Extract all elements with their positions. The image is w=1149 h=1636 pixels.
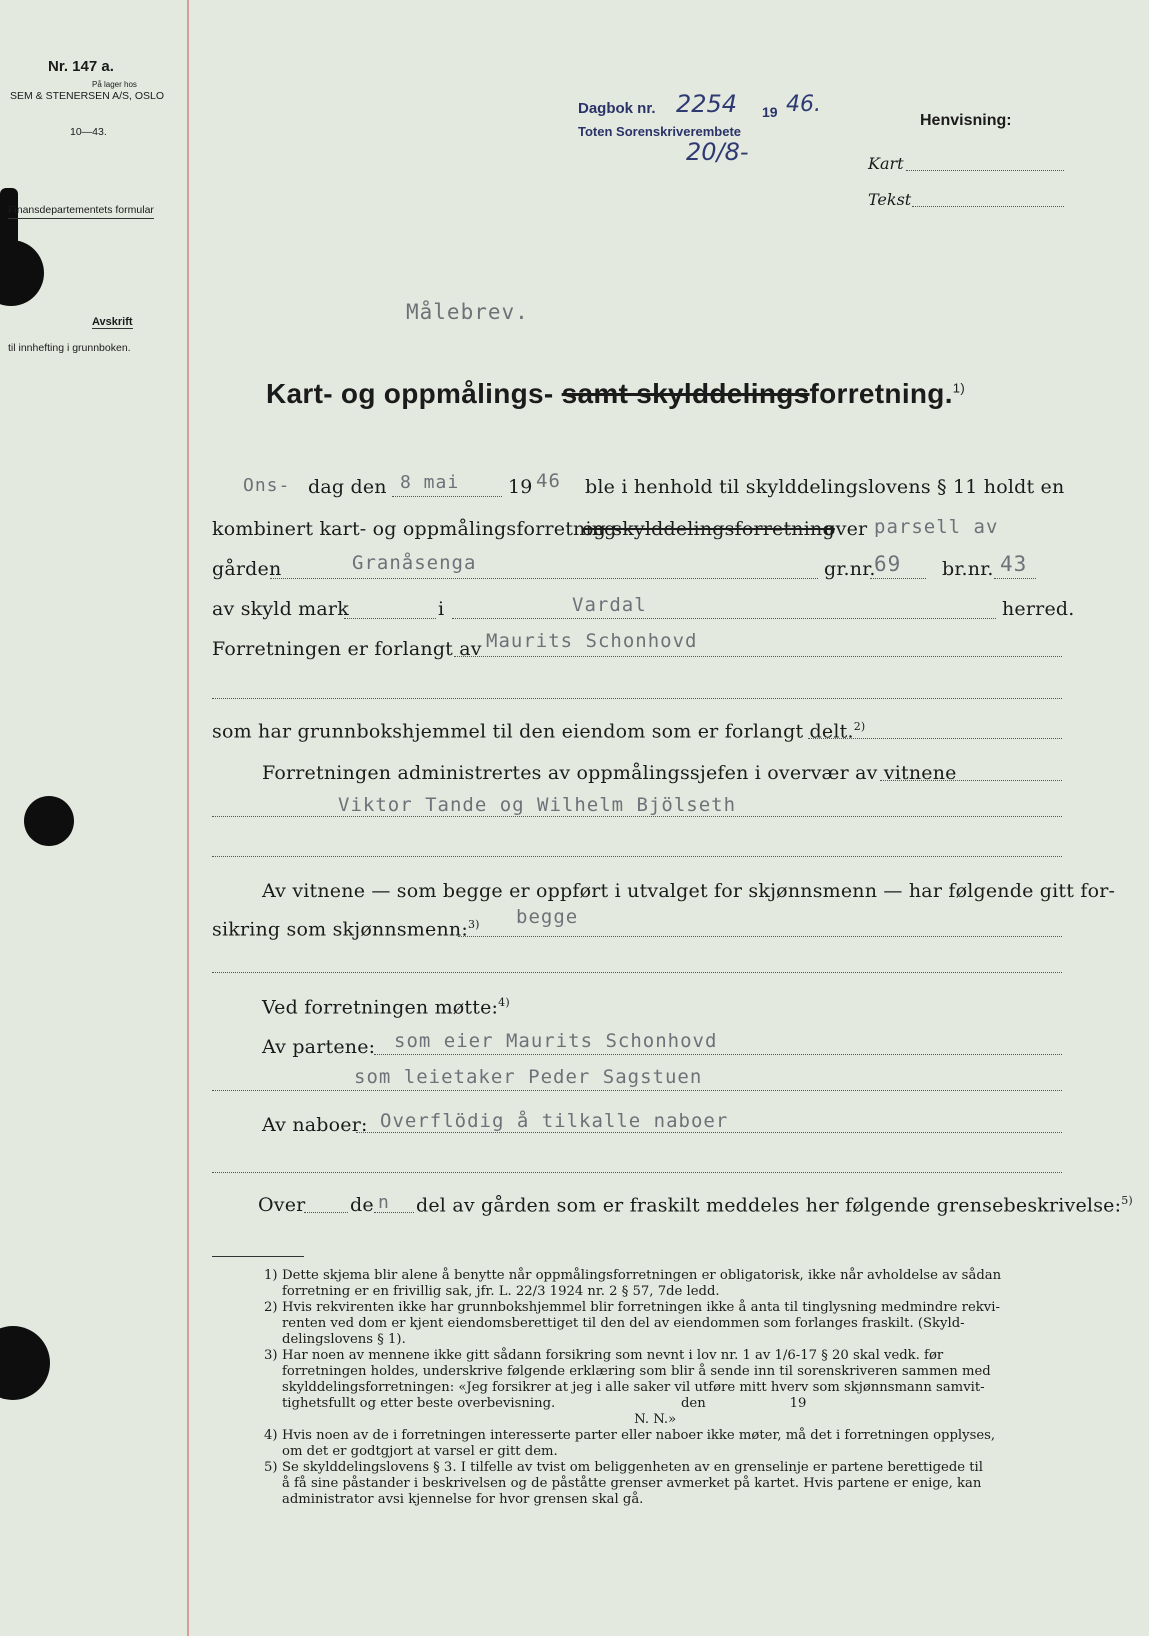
- de-typed: n: [378, 1192, 390, 1213]
- boundary-description-note: 5): [1121, 1194, 1133, 1207]
- footnote-divider: [212, 1256, 304, 1257]
- footnote-line: Hvis rekvirenten ikke har grunnbokshjemmel blir forretningen ikke å anta til tinglysning medmindre rekvi-: [282, 1300, 1000, 1315]
- footnote-mark: 5): [264, 1460, 278, 1475]
- footnotes: [212, 1268, 1072, 1508]
- binding-mark-top: [0, 188, 18, 258]
- date-typed: 8 mai: [400, 472, 460, 493]
- title-holder-note: 2): [853, 720, 866, 733]
- neighbours-label: Av naboer:: [262, 1114, 368, 1136]
- footnote-mark: 2): [264, 1300, 278, 1315]
- journal-year-prefix: 19: [762, 104, 778, 120]
- grnr-line: [870, 578, 926, 579]
- line2-start: kombinert kart- og oppmålingsforretning: [212, 518, 617, 540]
- reference-map-line: [906, 170, 1064, 171]
- administered-line: [880, 780, 1062, 781]
- line2-over: over: [824, 518, 868, 540]
- publisher-line2: SEM & STENERSEN A/S, OSLO: [10, 90, 165, 102]
- form-title-part2: forretning.: [809, 378, 953, 409]
- court-office-stamp: Toten Sorenskriverembete: [578, 124, 742, 139]
- footnote-line: delingslovens § 1).: [282, 1332, 406, 1347]
- footnote-line: å få sine påstander i beskrivelsen og de påståtte grenser avmerket på kartet. Hvis partene er enige, kan: [282, 1476, 982, 1491]
- skyld-label: av skyld mark: [212, 598, 349, 620]
- form-title-struck: samt skylddelings: [561, 378, 810, 409]
- footnote-line: administrator avsi kjennelse for hvor grensen skal gå.: [282, 1492, 644, 1507]
- herred-label: herred.: [1002, 598, 1075, 620]
- footnote: [212, 1428, 1072, 1460]
- footnote: [212, 1348, 1072, 1428]
- ministry-label: Finansdepartementets formular: [8, 204, 154, 219]
- form-date-code: 10—43.: [70, 126, 107, 138]
- parties-label: Av partene:: [262, 1036, 376, 1058]
- herred-line: [452, 618, 996, 619]
- margin-rule: [187, 0, 189, 1636]
- year-printed: 19: [508, 476, 533, 498]
- dag-den-label: dag den: [308, 476, 387, 498]
- footnote-line: Har noen av mennene ikke gitt sådann forsikring som nevnt i lov nr. 1 av 1/6-17 § 20 skal vedk. før: [282, 1348, 944, 1363]
- footnote-mark: 3): [264, 1348, 278, 1363]
- form-title: [266, 378, 965, 410]
- title-holder-line: [808, 738, 1062, 739]
- requested-by-label: Forretningen er forlangt av: [212, 638, 482, 660]
- reference-map-label: Kart: [868, 154, 904, 173]
- footnote-line: Hvis noen av de i forretningen interesserte parter eller naboer ikke møter, må det i forretningen opplyses,: [282, 1428, 996, 1443]
- attended-text: [262, 996, 510, 1018]
- footnote-line: Dette skjema blir alene å benytte når oppmålingsforretningen er obligatorisk, ikke når avholdelse av sådan: [282, 1268, 1002, 1283]
- title-holder-text: [212, 720, 865, 742]
- parties-line: [374, 1054, 1062, 1055]
- de-line: [374, 1212, 414, 1213]
- footnote: [212, 1268, 1072, 1300]
- reference-text-label: Tekst: [868, 190, 912, 209]
- footnote-line: N. N.»: [282, 1412, 677, 1427]
- boundary-description-label: del av gården som er fraskilt meddeles her følgende grensebeskrivelse:: [416, 1194, 1122, 1217]
- witness-assurance-label: sikring som skjønnsmenn:: [212, 918, 468, 941]
- blank-line-1: [212, 698, 1062, 699]
- farm-line: [270, 578, 818, 579]
- footnote-line: forretningen holdes, underskrive følgende erklæring som blir å sende inn til sorenskriveren sammen med: [282, 1364, 991, 1379]
- binding-hole-bottom: [0, 1326, 50, 1400]
- journal-stamp-prefix: Dagbok nr.: [578, 100, 656, 117]
- witness-assurance-note: 3): [467, 918, 480, 931]
- line1-rest: ble i henhold til skylddelingslovens § 11 holdt en: [585, 476, 1065, 498]
- parties-typed-1: som eier Maurits Schonhovd: [394, 1030, 718, 1052]
- de-label: de: [350, 1194, 374, 1216]
- form-number: Nr. 147 a.: [48, 58, 114, 75]
- parties-line-2: [212, 1090, 1062, 1091]
- witness-assurance-line2: [212, 918, 480, 940]
- form-title-note: 1): [952, 380, 965, 396]
- weekday-typed: Ons-: [243, 475, 291, 496]
- blank-line-2: [212, 856, 1062, 857]
- boundary-description-text: [416, 1194, 1133, 1216]
- parties-typed-2: som leietaker Peder Sagstuen: [354, 1066, 703, 1088]
- footnote-mark: 1): [264, 1268, 278, 1283]
- copy-note: til innhefting i grunnboken.: [8, 342, 131, 354]
- blank-line-3: [212, 972, 1062, 973]
- journal-year-suffix: 46.: [786, 92, 821, 117]
- skyld-line: [344, 618, 436, 619]
- i-label: i: [438, 598, 445, 620]
- over-label: Over: [258, 1194, 306, 1216]
- stamp-date: 20/8-: [686, 138, 749, 166]
- attended-note: 4): [498, 996, 510, 1009]
- witnesses-typed: Viktor Tande og Wilhelm Bjölseth: [338, 794, 737, 816]
- over-line: [304, 1212, 348, 1213]
- requested-by-typed: Maurits Schonhovd: [486, 630, 698, 652]
- reference-text-line: [912, 206, 1064, 207]
- brnr-label: br.nr.: [942, 558, 994, 580]
- blank-line-4: [212, 1172, 1062, 1173]
- witness-assurance-line1: Av vitnene — som begge er oppført i utvalget for skjønnsmenn — har følgende gitt for-: [262, 880, 1116, 902]
- neighbours-typed: Overflödig å tilkalle naboer: [380, 1110, 729, 1132]
- journal-stamp-label: [578, 100, 656, 117]
- brnr-value: 43: [1000, 552, 1028, 576]
- year-typed: 46: [536, 470, 561, 492]
- farm-name-typed: Granåsenga: [352, 552, 477, 574]
- line2-struck: og skylddelingsforretning: [582, 518, 835, 540]
- witness-assurance-typed: begge: [516, 906, 579, 928]
- footnote-line: skylddelingsforretningen: «Jeg forsikrer at jeg i alle saker vil utføre mitt hverv som skjønnsmann samvit-: [282, 1380, 985, 1395]
- requested-by-line: [454, 656, 1062, 657]
- witnesses-line: [212, 816, 1062, 817]
- footnote-line: forretning er en frivillig sak, jfr. L. 22/3 1924 nr. 2 § 57, 7de ledd.: [282, 1284, 720, 1299]
- attended-label: Ved forretningen møtte:: [262, 996, 499, 1019]
- footnote: [212, 1460, 1072, 1508]
- parcel-typed: parsell av: [874, 516, 999, 538]
- footnote: [212, 1300, 1072, 1348]
- witness-assurance-line: [458, 936, 1062, 937]
- publisher-line1: På lager hos: [92, 80, 137, 89]
- title-holder-label: som har grunnbokshjemmel til den eiendom som er forlangt delt.: [212, 720, 854, 743]
- grnr-value: 69: [874, 552, 902, 576]
- grnr-label: gr.nr.: [824, 558, 876, 580]
- form-title-part1: Kart- og oppmålings-: [266, 378, 554, 409]
- journal-number: 2254: [676, 90, 738, 118]
- herred-typed: Vardal: [572, 594, 647, 616]
- administered-by-label: Forretningen administrertes av oppmålingssjefen i overvær av vitnene: [262, 762, 957, 784]
- footnote-mark: 4): [264, 1428, 278, 1443]
- copy-label: Avskrift: [92, 316, 133, 328]
- footnote-line: tighetsfullt og etter beste overbevisning. den 19: [282, 1396, 807, 1411]
- brnr-line: [994, 578, 1036, 579]
- footnote-line: Se skylddelingslovens § 3. I tilfelle av tvist om beliggenheten av en grenselinje er partene berettigede til: [282, 1460, 983, 1475]
- farm-label: gården: [212, 558, 282, 580]
- footnote-line: om det er godtgjort at varsel er gitt dem.: [282, 1444, 558, 1459]
- date-line: [392, 496, 502, 497]
- typed-heading: Målebrev.: [406, 300, 529, 324]
- reference-title: Henvisning:: [920, 112, 1012, 129]
- binding-hole-middle: [24, 796, 74, 846]
- footnote-line: renten ved dom er kjent eiendomsberettiget til den del av eiendommen som forlanges fraskilt. (Skyld-: [282, 1316, 965, 1331]
- neighbours-line: [356, 1132, 1062, 1133]
